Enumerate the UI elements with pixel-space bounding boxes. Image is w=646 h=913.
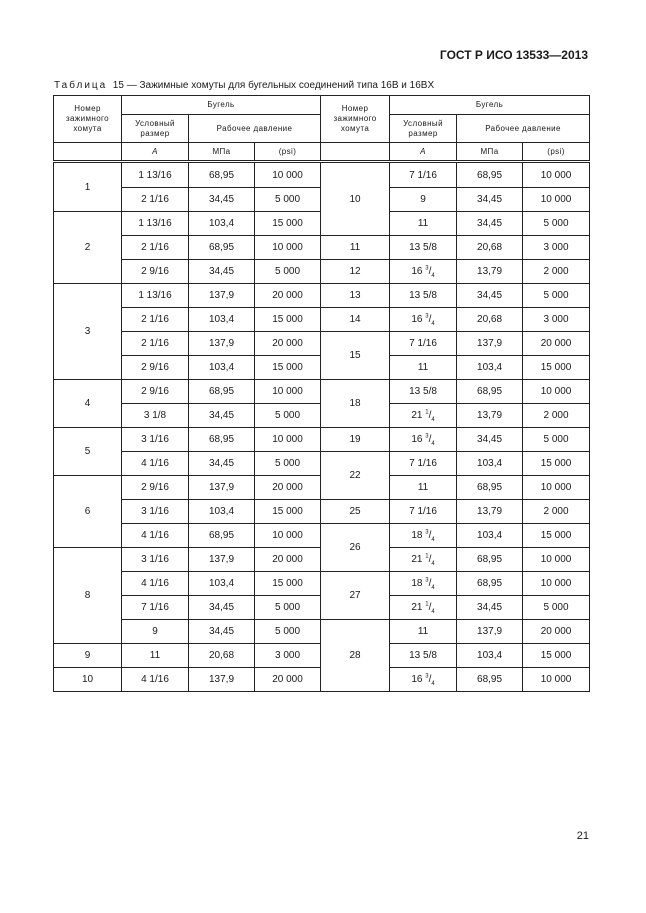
pressure-psi-cell: 3 000 bbox=[255, 644, 321, 668]
nominal-size-cell: 11 bbox=[390, 476, 457, 500]
clamp-table bbox=[53, 95, 590, 692]
pressure-mpa-cell: 103,4 bbox=[189, 572, 255, 596]
pressure-psi-cell: 10 000 bbox=[523, 380, 590, 404]
pressure-mpa-cell: 103,4 bbox=[457, 644, 523, 668]
units-row bbox=[54, 143, 590, 162]
pressure-mpa-cell: 34,45 bbox=[457, 428, 523, 452]
nominal-size-cell: 2 1/16 bbox=[122, 332, 189, 356]
pressure-psi-cell: 3 000 bbox=[523, 236, 590, 260]
nominal-size-cell: 2 9/16 bbox=[122, 380, 189, 404]
size-numerator: 3 bbox=[425, 313, 429, 320]
table-row bbox=[54, 308, 590, 332]
pressure-mpa-cell: 68,95 bbox=[189, 162, 255, 188]
pressure-psi-cell: 2 000 bbox=[523, 404, 590, 428]
size-whole: 16 bbox=[411, 314, 423, 325]
nominal-size-cell: 7 1/16 bbox=[390, 332, 457, 356]
nominal-size-cell: 18 $^3/_4$ bbox=[390, 524, 457, 548]
pressure-mpa-cell: 103,4 bbox=[189, 308, 255, 332]
table-row bbox=[54, 500, 590, 524]
pressure-psi-cell: 10 000 bbox=[255, 428, 321, 452]
pressure-psi-cell: 15 000 bbox=[523, 644, 590, 668]
nominal-size-cell: 2 9/16 bbox=[122, 260, 189, 284]
pressure-mpa-cell: 103,4 bbox=[457, 356, 523, 380]
nominal-size-cell: 11 bbox=[390, 212, 457, 236]
size-whole: 16 bbox=[411, 674, 423, 685]
size-denominator: 4 bbox=[431, 441, 435, 447]
clamp-number-cell: 1 bbox=[54, 162, 122, 212]
size-denominator: 4 bbox=[431, 561, 435, 567]
hub-header: Бугель bbox=[390, 96, 590, 115]
nominal-size-cell: 1 13/16 bbox=[122, 212, 189, 236]
working-pressure-header: Рабочее давление bbox=[189, 115, 321, 143]
nominal-size-cell: 13 5/8 bbox=[390, 380, 457, 404]
pressure-mpa-cell: 68,95 bbox=[457, 572, 523, 596]
caption-dash: — bbox=[126, 80, 137, 91]
size-numerator: 3 bbox=[425, 265, 429, 272]
pressure-mpa-cell: 137,9 bbox=[457, 332, 523, 356]
nominal-size-cell: 4 1/16 bbox=[122, 524, 189, 548]
pressure-psi-cell: 5 000 bbox=[255, 596, 321, 620]
pressure-psi-cell: 20 000 bbox=[255, 284, 321, 308]
nominal-size-cell: 11 bbox=[390, 620, 457, 644]
pressure-psi-cell: 15 000 bbox=[523, 452, 590, 476]
nominal-size-cell: 7 1/16 bbox=[390, 452, 457, 476]
pressure-psi-cell: 10 000 bbox=[523, 572, 590, 596]
pressure-psi-cell: 15 000 bbox=[523, 356, 590, 380]
size-denominator: 4 bbox=[431, 585, 435, 591]
size-numerator: 3 bbox=[425, 433, 429, 440]
pressure-mpa-cell: 137,9 bbox=[189, 332, 255, 356]
nominal-size-cell: 2 9/16 bbox=[122, 356, 189, 380]
pressure-mpa-cell: 34,45 bbox=[189, 260, 255, 284]
size-denominator: 4 bbox=[431, 417, 435, 423]
clamp-number-cell: 26 bbox=[321, 524, 390, 572]
nominal-size-cell: 2 9/16 bbox=[122, 476, 189, 500]
pressure-psi-cell: 20 000 bbox=[255, 476, 321, 500]
nominal-size-cell: 3 1/8 bbox=[122, 404, 189, 428]
pressure-mpa-cell: 34,45 bbox=[189, 596, 255, 620]
clamp-number-cell: 25 bbox=[321, 500, 390, 524]
nominal-size-cell: 13 5/8 bbox=[390, 284, 457, 308]
nominal-size-cell: 9 bbox=[122, 620, 189, 644]
clamp-number-cell: 9 bbox=[54, 644, 122, 668]
working-pressure-header: Рабочее давление bbox=[457, 115, 590, 143]
pressure-mpa-cell: 13,79 bbox=[457, 500, 523, 524]
clamp-no-header: Номер зажимного хомута bbox=[321, 96, 390, 143]
nominal-size-cell: 13 5/8 bbox=[390, 236, 457, 260]
pressure-mpa-cell: 68,95 bbox=[189, 428, 255, 452]
pressure-psi-cell: 5 000 bbox=[523, 428, 590, 452]
clamp-number-cell: 5 bbox=[54, 428, 122, 476]
nominal-size-cell: 21 $^1/_4$ bbox=[390, 596, 457, 620]
pressure-psi-cell: 15 000 bbox=[255, 212, 321, 236]
pressure-psi-cell: 10 000 bbox=[523, 162, 590, 188]
clamp-number-cell: 14 bbox=[321, 308, 390, 332]
pressure-mpa-cell: 103,4 bbox=[189, 212, 255, 236]
clamp-number-cell: 22 bbox=[321, 452, 390, 500]
pressure-mpa-cell: 103,4 bbox=[457, 524, 523, 548]
pressure-mpa-cell: 103,4 bbox=[457, 452, 523, 476]
pressure-psi-cell: 15 000 bbox=[523, 524, 590, 548]
pressure-mpa-cell: 34,45 bbox=[189, 452, 255, 476]
nominal-size-cell: 4 1/16 bbox=[122, 668, 189, 692]
pressure-psi-cell: 5 000 bbox=[255, 404, 321, 428]
pressure-psi-cell: 5 000 bbox=[523, 284, 590, 308]
table-row bbox=[54, 236, 590, 260]
hub-header: Бугель bbox=[122, 96, 321, 115]
pressure-mpa-cell: 68,95 bbox=[457, 476, 523, 500]
caption-label: Таблица bbox=[54, 80, 108, 91]
pressure-mpa-cell: 34,45 bbox=[189, 188, 255, 212]
size-denominator: 4 bbox=[431, 537, 435, 543]
nominal-size-cell: 16 $^3/_4$ bbox=[390, 260, 457, 284]
clamp-number-cell: 10 bbox=[54, 668, 122, 692]
pressure-mpa-cell: 103,4 bbox=[189, 356, 255, 380]
size-whole: 16 bbox=[411, 434, 423, 445]
size-whole: 16 bbox=[411, 266, 423, 277]
pressure-psi-cell: 5 000 bbox=[255, 452, 321, 476]
nominal-size-cell: 11 bbox=[122, 644, 189, 668]
pressure-psi-cell: 15 000 bbox=[255, 572, 321, 596]
clamp-number-cell: 18 bbox=[321, 380, 390, 428]
table-body bbox=[54, 162, 590, 692]
pressure-mpa-cell: 68,95 bbox=[189, 236, 255, 260]
pressure-psi-cell: 5 000 bbox=[255, 188, 321, 212]
blank-header bbox=[54, 143, 122, 162]
table-row bbox=[54, 162, 590, 188]
clamp-no-header: Номер зажимного хомута bbox=[54, 96, 122, 143]
header-row bbox=[54, 96, 590, 115]
pressure-psi-cell: 5 000 bbox=[255, 260, 321, 284]
pressure-psi-cell: 5 000 bbox=[523, 212, 590, 236]
nominal-size-cell: 1 13/16 bbox=[122, 284, 189, 308]
nominal-size-header: Условный размер bbox=[122, 115, 189, 143]
unit-size-header: A bbox=[122, 143, 189, 162]
pressure-mpa-cell: 68,95 bbox=[457, 380, 523, 404]
clamp-number-cell: 10 bbox=[321, 162, 390, 236]
clamp-number-cell: 11 bbox=[321, 236, 390, 260]
table-caption bbox=[54, 80, 434, 91]
pressure-mpa-cell: 20,68 bbox=[189, 644, 255, 668]
nominal-size-cell: 7 1/16 bbox=[122, 596, 189, 620]
size-numerator: 1 bbox=[425, 409, 429, 416]
pressure-psi-cell: 10 000 bbox=[255, 236, 321, 260]
size-numerator: 3 bbox=[425, 673, 429, 680]
nominal-size-cell: 3 1/16 bbox=[122, 428, 189, 452]
clamp-number-cell: 6 bbox=[54, 476, 122, 548]
nominal-size-cell: 16 $^3/_4$ bbox=[390, 668, 457, 692]
clamp-number-cell: 8 bbox=[54, 548, 122, 644]
nominal-size-cell: 11 bbox=[390, 356, 457, 380]
pressure-psi-cell: 10 000 bbox=[523, 548, 590, 572]
table-row bbox=[54, 428, 590, 452]
unit-mpa-header: МПа bbox=[189, 143, 255, 162]
pressure-psi-cell: 5 000 bbox=[523, 596, 590, 620]
size-numerator: 3 bbox=[425, 577, 429, 584]
pressure-psi-cell: 15 000 bbox=[255, 356, 321, 380]
blank-header bbox=[321, 143, 390, 162]
table-row bbox=[54, 572, 590, 596]
pressure-mpa-cell: 103,4 bbox=[189, 500, 255, 524]
nominal-size-cell: 21 $^1/_4$ bbox=[390, 548, 457, 572]
pressure-mpa-cell: 68,95 bbox=[189, 524, 255, 548]
pressure-mpa-cell: 137,9 bbox=[189, 668, 255, 692]
pressure-mpa-cell: 137,9 bbox=[457, 620, 523, 644]
caption-text: Зажимные хомуты для бугельных соединений типа 16B и 16BX bbox=[139, 80, 435, 91]
pressure-mpa-cell: 34,45 bbox=[189, 404, 255, 428]
nominal-size-cell: 7 1/16 bbox=[390, 162, 457, 188]
pressure-psi-cell: 3 000 bbox=[523, 308, 590, 332]
pressure-psi-cell: 5 000 bbox=[255, 620, 321, 644]
nominal-size-cell: 4 1/16 bbox=[122, 572, 189, 596]
pressure-psi-cell: 15 000 bbox=[255, 308, 321, 332]
nominal-size-cell: 13 5/8 bbox=[390, 644, 457, 668]
pressure-mpa-cell: 137,9 bbox=[189, 548, 255, 572]
clamp-number-cell: 12 bbox=[321, 260, 390, 284]
size-whole: 18 bbox=[411, 530, 423, 541]
size-whole: 21 bbox=[411, 554, 423, 565]
nominal-size-cell: 21 $^1/_4$ bbox=[390, 404, 457, 428]
size-whole: 18 bbox=[411, 578, 423, 589]
nominal-size-cell: 2 1/16 bbox=[122, 236, 189, 260]
unit-size-header: A bbox=[390, 143, 457, 162]
clamp-number-cell: 28 bbox=[321, 620, 390, 692]
pressure-psi-cell: 20 000 bbox=[523, 332, 590, 356]
table-row bbox=[54, 380, 590, 404]
size-whole: 21 bbox=[411, 602, 423, 613]
unit-psi-header: (psi) bbox=[255, 143, 321, 162]
pressure-mpa-cell: 68,95 bbox=[457, 668, 523, 692]
nominal-size-cell: 16 $^3/_4$ bbox=[390, 428, 457, 452]
pressure-psi-cell: 10 000 bbox=[523, 668, 590, 692]
pressure-mpa-cell: 34,45 bbox=[189, 620, 255, 644]
clamp-number-cell: 27 bbox=[321, 572, 390, 620]
nominal-size-cell: 9 bbox=[390, 188, 457, 212]
pressure-mpa-cell: 20,68 bbox=[457, 308, 523, 332]
pressure-psi-cell: 20 000 bbox=[255, 332, 321, 356]
table-row bbox=[54, 524, 590, 548]
size-denominator: 4 bbox=[431, 321, 435, 327]
nominal-size-cell: 1 13/16 bbox=[122, 162, 189, 188]
size-numerator: 1 bbox=[425, 553, 429, 560]
clamp-number-cell: 4 bbox=[54, 380, 122, 428]
size-denominator: 4 bbox=[431, 273, 435, 279]
pressure-mpa-cell: 137,9 bbox=[189, 284, 255, 308]
clamp-number-cell: 19 bbox=[321, 428, 390, 452]
pressure-psi-cell: 10 000 bbox=[523, 188, 590, 212]
clamp-number-cell: 15 bbox=[321, 332, 390, 380]
page-number: 21 bbox=[576, 830, 589, 842]
size-whole: 21 bbox=[411, 410, 423, 421]
pressure-mpa-cell: 20,68 bbox=[457, 236, 523, 260]
pressure-psi-cell: 2 000 bbox=[523, 500, 590, 524]
nominal-size-cell: 2 1/16 bbox=[122, 308, 189, 332]
pressure-mpa-cell: 34,45 bbox=[457, 596, 523, 620]
pressure-psi-cell: 2 000 bbox=[523, 260, 590, 284]
pressure-mpa-cell: 34,45 bbox=[457, 284, 523, 308]
document-code: ГОСТ Р ИСО 13533—2013 bbox=[439, 48, 588, 62]
unit-mpa-header: МПа bbox=[457, 143, 523, 162]
nominal-size-cell: 3 1/16 bbox=[122, 548, 189, 572]
pressure-psi-cell: 10 000 bbox=[523, 476, 590, 500]
nominal-size-cell: 4 1/16 bbox=[122, 452, 189, 476]
pressure-mpa-cell: 68,95 bbox=[457, 162, 523, 188]
size-numerator: 3 bbox=[425, 529, 429, 536]
size-numerator: 1 bbox=[425, 601, 429, 608]
pressure-mpa-cell: 34,45 bbox=[457, 188, 523, 212]
pressure-mpa-cell: 13,79 bbox=[457, 260, 523, 284]
table-row bbox=[54, 452, 590, 476]
pressure-mpa-cell: 68,95 bbox=[457, 548, 523, 572]
pressure-psi-cell: 20 000 bbox=[523, 620, 590, 644]
pressure-psi-cell: 10 000 bbox=[255, 380, 321, 404]
pressure-mpa-cell: 137,9 bbox=[189, 476, 255, 500]
clamp-number-cell: 2 bbox=[54, 212, 122, 284]
nominal-size-cell: 3 1/16 bbox=[122, 500, 189, 524]
pressure-psi-cell: 15 000 bbox=[255, 500, 321, 524]
nominal-size-cell: 18 $^3/_4$ bbox=[390, 572, 457, 596]
pressure-psi-cell: 20 000 bbox=[255, 548, 321, 572]
pressure-psi-cell: 10 000 bbox=[255, 524, 321, 548]
table-row bbox=[54, 260, 590, 284]
nominal-size-cell: 16 $^3/_4$ bbox=[390, 308, 457, 332]
unit-psi-header: (psi) bbox=[523, 143, 590, 162]
pressure-psi-cell: 10 000 bbox=[255, 162, 321, 188]
pressure-psi-cell: 20 000 bbox=[255, 668, 321, 692]
table-row bbox=[54, 620, 590, 644]
table-row bbox=[54, 332, 590, 356]
nominal-size-cell: 7 1/16 bbox=[390, 500, 457, 524]
nominal-size-header: Условный размер bbox=[390, 115, 457, 143]
table-row bbox=[54, 284, 590, 308]
size-denominator: 4 bbox=[431, 681, 435, 687]
clamp-number-cell: 13 bbox=[321, 284, 390, 308]
clamp-number-cell: 3 bbox=[54, 284, 122, 380]
caption-number: 15 bbox=[112, 80, 124, 91]
pressure-mpa-cell: 34,45 bbox=[457, 212, 523, 236]
size-denominator: 4 bbox=[431, 609, 435, 615]
nominal-size-cell: 2 1/16 bbox=[122, 188, 189, 212]
pressure-mpa-cell: 13,79 bbox=[457, 404, 523, 428]
pressure-mpa-cell: 68,95 bbox=[189, 380, 255, 404]
